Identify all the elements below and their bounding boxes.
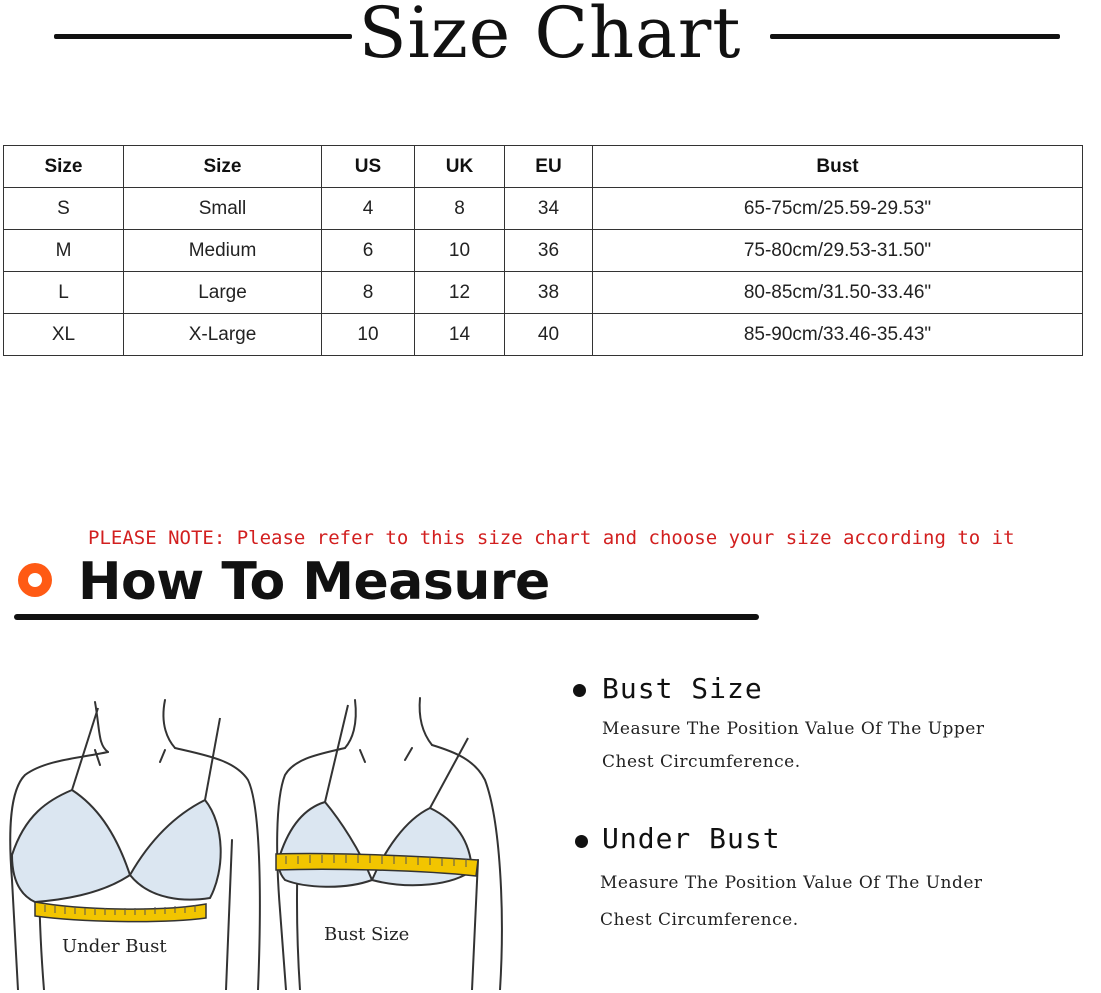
table-header-row	[4, 146, 1083, 188]
table-cell: 14	[415, 314, 505, 356]
bullet-icon	[575, 835, 588, 848]
size-table	[3, 145, 1083, 356]
bust-size-description: Measure The Position Value Of The Upper	[602, 719, 985, 739]
figure1-bra-strap	[72, 708, 98, 790]
figure1-bra-cup-right	[130, 800, 221, 900]
figure2-bra-strap	[325, 705, 348, 802]
bust-size-description: Chest Circumference.	[602, 752, 801, 772]
figure-label-under-bust: Under Bust	[62, 936, 167, 957]
header-cell: US	[322, 146, 415, 188]
table-cell: X-Large	[124, 314, 322, 356]
table-cell: 4	[322, 188, 415, 230]
how-to-measure-title: How To Measure	[78, 552, 550, 612]
bullet-icon	[573, 684, 586, 697]
figure2-bra-strap	[430, 738, 468, 808]
table-cell: 80-85cm/31.50-33.46"	[593, 272, 1083, 314]
header-cell: Size	[4, 146, 124, 188]
table-cell: 38	[505, 272, 593, 314]
table-cell: 34	[505, 188, 593, 230]
figure2-collarbone	[360, 748, 412, 762]
page-title: Size Chart	[358, 0, 742, 74]
figure1-measuring-tape	[35, 902, 206, 922]
header-cell: UK	[415, 146, 505, 188]
table-row	[4, 188, 1083, 230]
table-cell: 6	[322, 230, 415, 272]
table-cell: 36	[505, 230, 593, 272]
table-cell: S	[4, 188, 124, 230]
figure2-bra-cup-left	[279, 802, 372, 887]
table-row	[4, 272, 1083, 314]
table-cell: 12	[415, 272, 505, 314]
table-cell: 8	[415, 188, 505, 230]
table-cell: 10	[322, 314, 415, 356]
figure2-arm-line	[472, 860, 478, 990]
bust-size-heading: Bust Size	[602, 672, 763, 705]
table-cell: M	[4, 230, 124, 272]
header-cell: Size	[124, 146, 322, 188]
table-row	[4, 314, 1083, 356]
under-bust-description: Chest Circumference.	[600, 910, 799, 930]
figure1-neck-line	[163, 700, 175, 748]
table-cell: 85-90cm/33.46-35.43"	[593, 314, 1083, 356]
title-rule-left	[54, 34, 352, 39]
size-note: PLEASE NOTE: Please refer to this size chart and choose your size according to it	[88, 527, 1015, 549]
figure1-bra-cup-left	[12, 790, 130, 902]
table-cell: 10	[415, 230, 505, 272]
table-row	[4, 230, 1083, 272]
table-cell: Large	[124, 272, 322, 314]
header-cell: EU	[505, 146, 593, 188]
table-cell: 65-75cm/25.59-29.53"	[593, 188, 1083, 230]
table-cell: XL	[4, 314, 124, 356]
figure-label-bust-size: Bust Size	[324, 924, 410, 945]
section-divider	[14, 614, 759, 620]
under-bust-description: Measure The Position Value Of The Under	[600, 873, 983, 893]
table-cell: L	[4, 272, 124, 314]
header-cell: Bust	[593, 146, 1083, 188]
title-rule-right	[770, 34, 1060, 39]
target-circle-icon	[18, 563, 52, 597]
under-bust-heading: Under Bust	[602, 822, 781, 855]
table-cell: 75-80cm/29.53-31.50"	[593, 230, 1083, 272]
figure2-neck-line	[420, 698, 432, 745]
table-cell: 8	[322, 272, 415, 314]
table-cell: Medium	[124, 230, 322, 272]
table-cell: Small	[124, 188, 322, 230]
figure1-arm-line	[226, 840, 232, 990]
table-cell: 40	[505, 314, 593, 356]
